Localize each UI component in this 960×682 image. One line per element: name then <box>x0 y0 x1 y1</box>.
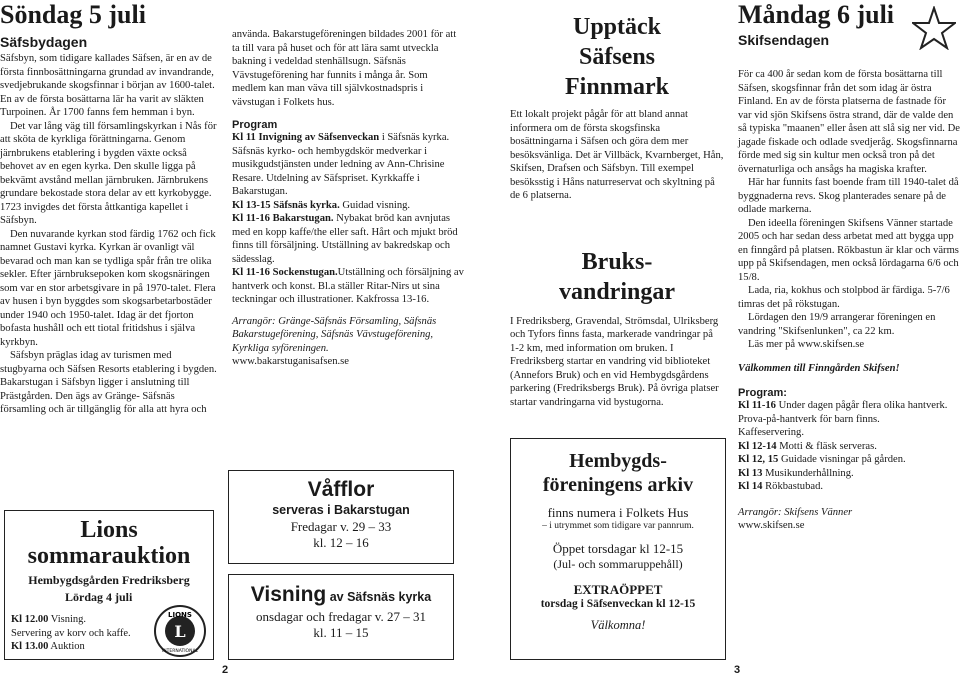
hembygd-open-2: (Jul- och sommaruppehåll) <box>553 557 683 571</box>
lions-venue: Hembygdsgården Fredriksberg <box>28 573 190 587</box>
bruks-text: I Fredriksberg, Gravendal, Strömsdal, Ulriksberg och Tyfors finns fasta, markerade vandringar på 1-2 km, med information om bruken. I Fredriksberg startar en vandring vid biblioteket (Annefors Bruk) och en vid Hembygdsgårdens parkering (Fredriksbergs Bruk). På övriga platser startar vandringarna vid bystugorna. <box>510 315 719 408</box>
hembygd-line-2: föreningens arkiv <box>542 474 694 496</box>
upptack-line-2: Säfsens <box>578 44 656 70</box>
lions-date: Lördag 4 juli <box>65 590 133 604</box>
hembygd-extra: EXTRAÖPPET <box>573 582 663 597</box>
hembygd-extra-2: torsdag i Säfsenveckan kl 12-15 <box>540 598 696 610</box>
skifsen-para-2: Här har funnits fast boende fram till 1940-talet då byggnaderna revs. Skog planterades senare på de odlade markerna. <box>738 177 959 215</box>
lions-auction-box <box>4 510 214 660</box>
hembygd-welcome: Välkomna! <box>590 618 646 632</box>
skifsen-program-heading: Program: <box>738 387 787 399</box>
star-icon <box>912 6 956 50</box>
skifsen-program-2: Prova-på-hantverk för barn finns. <box>738 413 880 425</box>
skifsen-intro: För ca 400 år sedan kom de första bosättarna till Säfsen, skogsfinnar från det som idag är östra Finland. En av de första platserna de fastnade för var vid sjön Skifsens östra strand, där de valde den så typiska "maanen" eller åsen att slå sig ner vid. De jagade fiskade och odlade svedjeråg. Skogsfinnarna förde med sig sin kultur men också tron på det övernaturliga och ansågs ha magiska krafter. <box>738 69 960 175</box>
lions-line-2: Servering av korv och kaffe. <box>11 627 131 639</box>
vafflor-box <box>228 470 454 564</box>
col2-website: www.bakarstuganisafsen.se <box>232 356 349 367</box>
vafflor-sub: serveras i Bakarstugan <box>272 503 410 517</box>
program-item-2: Kl 13-15 Säfsnäs kyrka. Guidad visning. <box>232 199 411 211</box>
skifsendagen-heading: Skifsendagen <box>738 32 830 48</box>
hembygd-sub-2: – i utrymmet som tidigare var pannrum. <box>542 521 694 531</box>
column-2 <box>232 0 464 369</box>
visning-line-2: kl. 11 – 15 <box>313 625 369 640</box>
skifsen-welcome: Välkommen till Finngården Skifsen! <box>738 362 900 374</box>
page-number-right: 3 <box>734 664 741 676</box>
svg-text:INTERNATIONAL: INTERNATIONAL <box>161 649 199 654</box>
hembygd-line-1: Hembygds- <box>569 450 667 472</box>
hembygd-sub: finns numera i Folkets Hus <box>547 505 689 520</box>
skifsen-program-3: Kaffeservering. <box>738 427 804 438</box>
upptack-line-3: Finnmark <box>564 74 669 100</box>
safsbydagen-heading: Säfsbydagen <box>0 34 88 50</box>
skifsen-organizer: Arrangör: Skifsens Vänner <box>738 506 853 518</box>
lions-logo-icon <box>153 604 207 658</box>
skifsen-para-3: Den ideella föreningen Skifsens Vänner startade 2005 och har sedan dess arbetat med att bygga upp en finngård på platsen. Rökbastun är klar och värms upp på Skifsendagen, men också lördagarna 6/6 och 15/8. <box>738 217 959 283</box>
svg-text:LIONS: LIONS <box>168 611 192 619</box>
vafflor-line-2: kl. 12 – 16 <box>313 535 369 550</box>
hembygd-box <box>510 438 726 660</box>
lions-line-1: Kl 12.00 Visning. <box>11 614 87 625</box>
safsbyn-intro: Säfsbyn, som tidigare kallades Säfsen, är en av de första finnbosättningarna grundad av invandrande, svedjebrukande skogsfinnar i början av 1600-talet. En av de första bosättarna lär ha varit av släkten Turpoinen. År 1700 fanns fem hemman i byn. <box>0 53 215 118</box>
visning-line-1: onsdagar och fredagar v. 27 – 31 <box>256 609 426 624</box>
column-1 <box>0 0 220 417</box>
visning-box <box>228 574 454 660</box>
vafflor-line-1: Fredagar v. 29 – 33 <box>290 519 392 534</box>
skifsen-program-1: Kl 11-16 Under dagen pågår flera olika hantverk. <box>738 400 948 411</box>
vafflor-title: Våfflor <box>307 478 375 501</box>
skifsen-para-5: Lördagen den 19/9 arrangerar föreningen en vandring "Skifsenlunken", ca 22 km. <box>738 312 936 337</box>
bruks-line-2: vandringar <box>558 278 675 305</box>
page-number-left: 2 <box>222 664 229 676</box>
monday-title: Måndag 6 juli <box>738 0 895 29</box>
skifsen-program-5: Kl 12, 15 Guidade visningar på gården. <box>738 454 906 465</box>
visning-title: Visning av Säfsnäs kyrka <box>250 583 432 606</box>
svg-text:L: L <box>174 622 186 641</box>
sunday-title: Söndag 5 juli <box>0 0 146 29</box>
upptack-text: Ett lokalt projekt pågår för att bland annat informera om de första skogsfinska bosättningarna i Säfsen och göra dem mer besöksvänliga. Det är Villbäck, Kvarnberget, Hån, Skifsen, Drafsen och Säfsbyn. Till exempel besöksstig i Håns naturreservat och skyltning på de 6 platserna. <box>510 109 724 201</box>
program-item-4: Kl 11-16 Sockenstugan.Utställning och försäljning av hantverk och konst. Bl.a ställer Ritar-Nirs ut sina teckningar och illustrationer. Kakfrossa 13-16. <box>232 267 464 305</box>
skifsen-website: www.skifsen.se <box>738 520 805 531</box>
bakarstugan-text: använda. Bakarstugeföreningen bildades 2001 för att ta till vara på huset och för att lära samt utveckla bakning i vedeldad stenhällsugn. Säfsnäs Vävstugeförening har funnits i många år. Som medlem kan man väva till självkostnadspris i vävstugan i Folkets hus. <box>232 29 457 108</box>
program-item-3: Kl 11-16 Bakarstugan. Nybakat bröd kan avnjutas med en kopp kaffe/the eller saft. Hårt och mjukt bröd finns till försäljning. Utställning av bakredskap och sädesslag. <box>232 213 458 265</box>
church-current: Den nuvarande kyrkan stod färdig 1762 och fick namnet Gustavi kyrka. Kyrkan är ovanligt väl bevarad och man kan se tydliga spår från tre olika sekler. Efter järnbruksepoken kom skogsnäringen som var en stor arbetsgivare in på 1970-talet. Flera av husen i byn byggdes som skogsarbetarbostäder under 1940 och 1950-talet. Idag är det fjorton bofasta hushåll och ett tiotal fritidshus i själva kyrkbyn. <box>0 228 216 348</box>
skifsen-para-6: Läs mer på www.skifsen.se <box>748 339 865 350</box>
column-4 <box>738 0 960 533</box>
col2-organizer: Arrangör: Gränge-Säfsnäs Församling, Säfsnäs Bakarstugeförening, Säfsnäs Vävstugeförening, Kyrkliga syföreningen. <box>232 315 437 354</box>
church-history: Det var lång väg till församlingskyrkan i Nås för att sköta de kyrkliga förättningarna. Genom järnbrukens etablering i bygden växte också behovet av en egen kyrka. Den skulle ligga på bekvämt avstånd mellan järnbruken. Järnbrukens grundare bekostade stora delar av ett kyrkobygge. 1723 invigdes det första åttkantiga kapellet i Säfsbyn. <box>0 120 217 226</box>
program-heading: Program <box>232 119 278 131</box>
skifsen-program-4: Kl 12-14 Motti & fläsk serveras. <box>738 440 877 452</box>
program-item-1: Kl 11 Invigning av Säfsenveckan i Säfsnäs kyrka. Säfsnäs kyrko- och hembygdskör medverkar i musikgudstjänsten under ledning av Ann-Chrisine Resare. Utdelning av Säfspriset. Kyrkkaffe i Bakarstugan. <box>232 132 450 197</box>
skifsen-program-6: Kl 13 Musikunderhållning. <box>738 467 854 479</box>
column-3 <box>510 0 724 409</box>
upptack-line-1: Upptäck <box>572 14 662 40</box>
tourism-text: Säfsbyn präglas idag av turismen med stugbyarna och Säfsen Resorts etablering i bygden. Bakarstugan i Säfsbyn ligger i anslutning till Prästgården. Den ägs av Gränge- Säfsnäs församling och är tillgänglig för alla att hyra och <box>0 350 217 415</box>
skifsen-program-7: Kl 14 Rökbastubad. <box>738 481 824 492</box>
lions-title: Lions <box>80 517 138 543</box>
hembygd-open-1: Öppet torsdagar kl 12-15 <box>552 541 684 556</box>
skifsen-para-4: Lada, ria, kokhus och stolpbod är färdiga. 5-7/6 timras det på rökstugan. <box>738 285 950 310</box>
lions-line-3: Kl 13.00 Auktion <box>11 641 85 652</box>
lions-subtitle: sommarauktion <box>27 543 191 569</box>
bruks-line-1: Bruks- <box>581 248 653 275</box>
